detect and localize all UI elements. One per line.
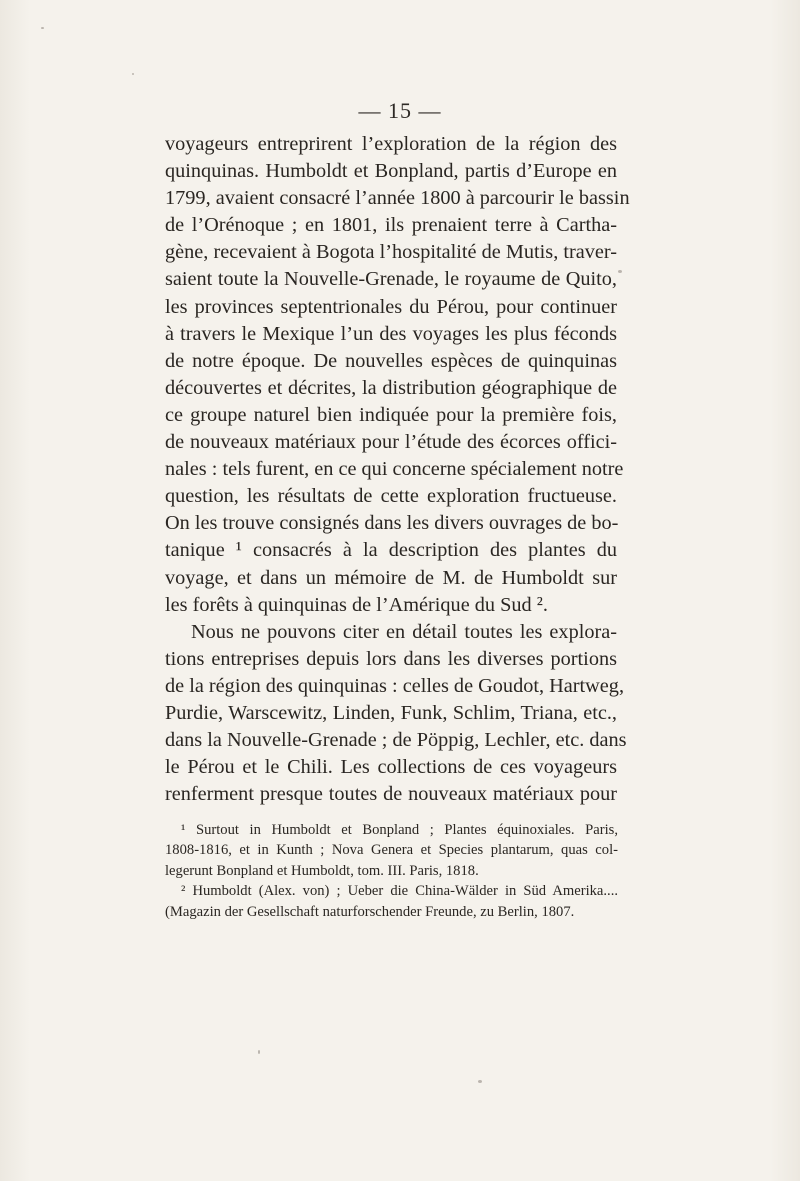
text-line-paragraph-start: Nous ne pouvons citer en détail toutes les explora- [191, 620, 617, 643]
paper-speck [478, 1080, 482, 1083]
text-line: 1799, avaient consacré l’année 1800 à parcourir le bassin [165, 187, 630, 210]
text-line: renferment presque toutes de nouveaux matériaux pour [165, 783, 617, 806]
paper-speck [258, 1050, 260, 1054]
page-number: — 15 — [358, 98, 442, 123]
text-line: de la région des quinquinas : celles de Goudot, Hartweg, [165, 674, 625, 697]
text-line: saient toute la Nouvelle-Grenade, le royaume de Quito, [165, 268, 617, 291]
text-line: ce groupe naturel bien indiquée pour la première fois, [165, 403, 617, 426]
text-line: à travers le Mexique l’un des voyages les plus féconds [165, 322, 617, 345]
paper-speck [618, 270, 622, 273]
text-line: gène, recevaient à Bogota l’hospitalité de Mutis, traver- [165, 241, 617, 264]
footnote-line: legerunt Bonpland et Humboldt, tom. III. Paris, 1818. [165, 862, 479, 879]
footnote-line: 1808-1816, et in Kunth ; Nova Genera et Species plantarum, quas col- [165, 842, 618, 859]
paper-speck [41, 27, 44, 29]
text-line: nales : tels furent, en ce qui concerne spécialement notre [165, 458, 624, 481]
text-line: de l’Orénoque ; en 1801, ils prenaient terre à Cartha- [165, 214, 617, 237]
text-line: de notre époque. De nouvelles espèces de quinquinas [165, 349, 617, 372]
text-line: tanique ¹ consacrés à la description des plantes du [165, 539, 617, 562]
text-line: découvertes et décrites, la distribution géographique de [165, 376, 617, 399]
text-line: les provinces septentrionales du Pérou, pour continuer [165, 295, 617, 318]
text-line: dans la Nouvelle-Grenade ; de Pöppig, Lechler, etc. dans [165, 729, 627, 752]
text-line: de nouveaux matériaux pour l’étude des écorces offici- [165, 431, 617, 454]
text-line: voyage, et dans un mémoire de M. de Humboldt sur [165, 566, 617, 589]
text-line: On les trouve consignés dans les divers ouvrages de bo- [165, 512, 619, 535]
footnote-line: ² Humboldt (Alex. von) ; Ueber die China-Wälder in Süd Amerika.... [181, 883, 618, 900]
text-line: quinquinas. Humboldt et Bonpland, partis d’Europe en [165, 160, 617, 183]
text-line: le Pérou et le Chili. Les collections de ces voyageurs [165, 756, 617, 779]
text-line: question, les résultats de cette exploration fructueuse. [165, 485, 617, 508]
footnote-line: ¹ Surtout in Humboldt et Bonpland ; Plantes équinoxiales. Paris, [181, 822, 618, 838]
text-line: tions entreprises depuis lors dans les diverses portions [165, 647, 617, 670]
footnotes [165, 820, 618, 922]
text-line: Purdie, Warscewitz, Linden, Funk, Schlim, Triana, etc., [165, 701, 617, 724]
text-line: voyageurs entreprirent l’exploration de la région des [165, 133, 617, 155]
paper-speck [132, 73, 134, 75]
footnote-line: (Magazin der Gesellschaft naturforschender Freunde, zu Berlin, 1807. [165, 903, 575, 920]
body-text [165, 131, 630, 808]
text-line: les forêts à quinquinas de l’Amérique du Sud ². [165, 593, 548, 616]
